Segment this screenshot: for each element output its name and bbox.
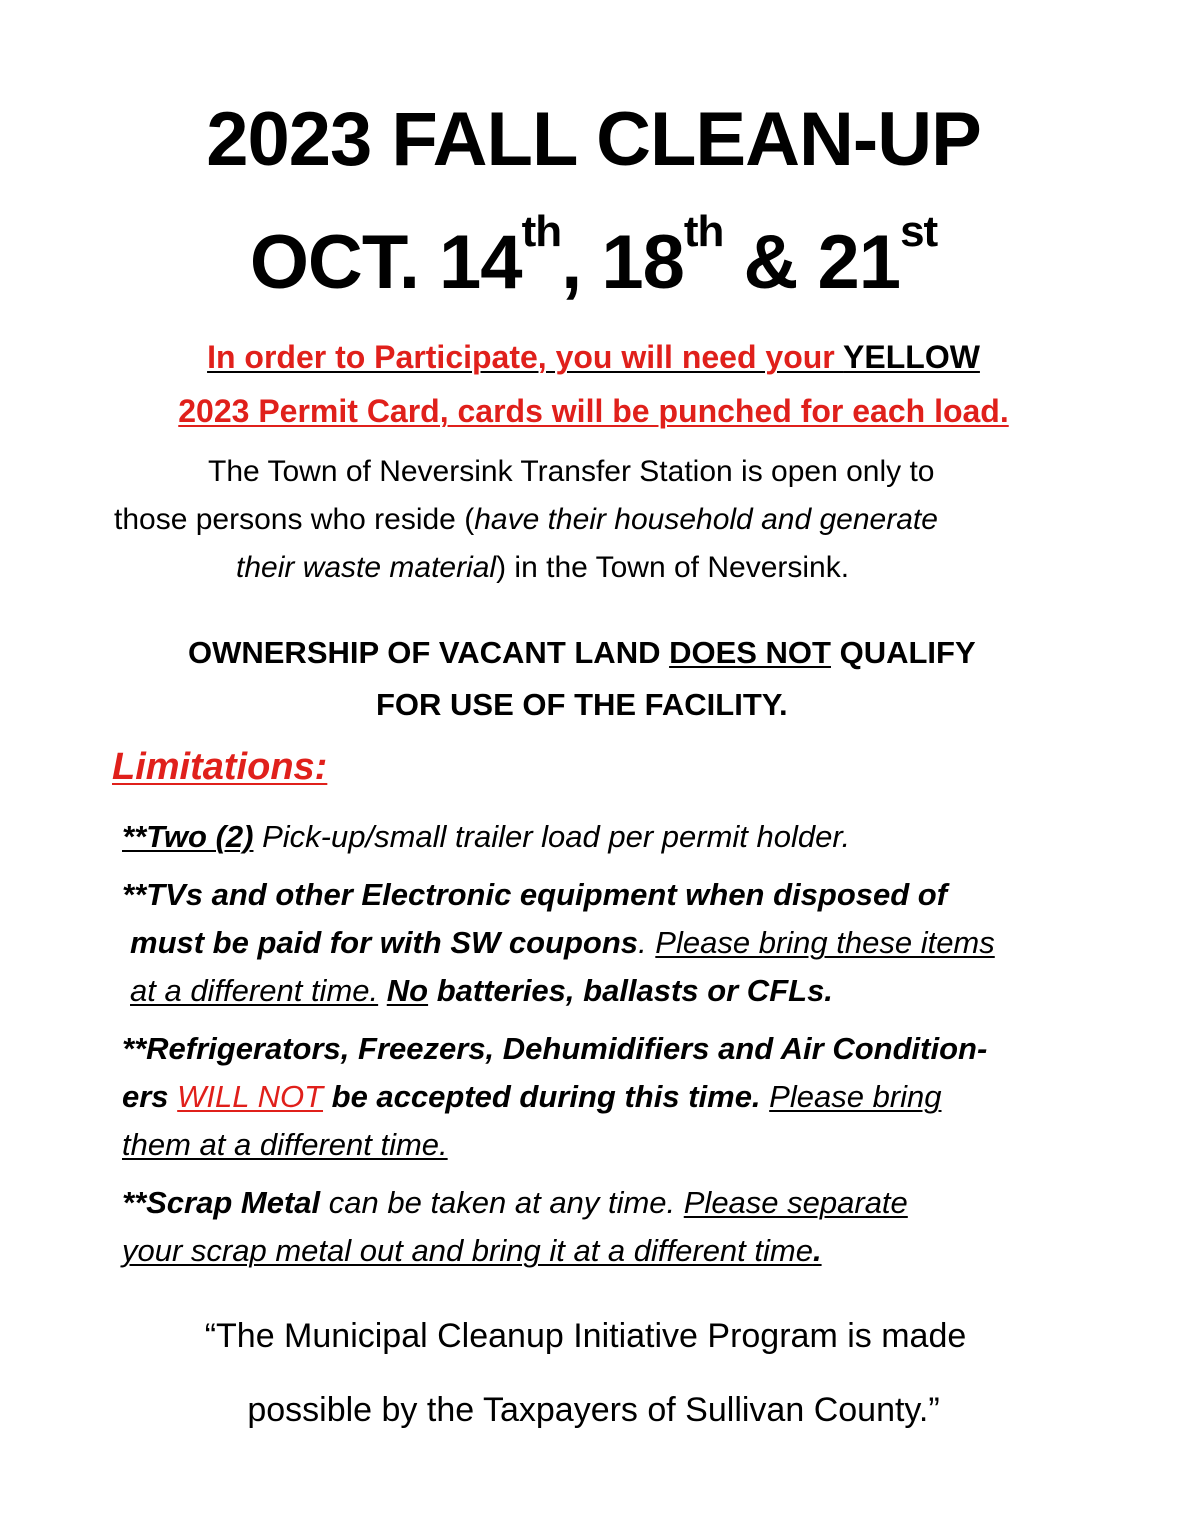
appliances-line-1: **Refrigerators, Freezers, Dehumidifiers and Air Condition-	[122, 1031, 988, 1066]
limitation-item-scrap-metal	[122, 1179, 1102, 1275]
permit-line-1	[207, 330, 980, 384]
scrap-metal-underlined-text: your scrap metal out and bring it at a different time	[122, 1233, 813, 1268]
permit-requirement-text: In order to Participate, you will need your	[207, 339, 844, 375]
scrap-metal-text: can be taken at any time.	[320, 1185, 684, 1220]
residency-line-1: The Town of Neversink Transfer Station is open only to	[208, 455, 935, 488]
residency-italic-text: have their household and generate	[474, 503, 938, 536]
scrap-metal-period: .	[812, 1233, 822, 1268]
ownership-text: QUALIFY	[830, 635, 976, 670]
ordinal-suffix: st	[900, 207, 938, 256]
ownership-notice	[0, 627, 1187, 731]
appliances-bold-text: ers	[122, 1079, 178, 1114]
spacer	[378, 973, 387, 1008]
scrap-metal-bold-text: **Scrap Metal	[122, 1185, 321, 1220]
no-emphasis: No	[386, 973, 429, 1008]
limitation-item-appliances	[122, 1025, 1102, 1169]
title-line-1: 2023 FALL CLEAN-UP	[206, 97, 981, 182]
limitation-text: Pick-up/small trailer load per permit holder.	[253, 819, 851, 854]
date-21: & 21	[723, 220, 901, 305]
spacer	[761, 1079, 770, 1114]
permit-notice	[0, 330, 1187, 438]
residency-paragraph	[100, 448, 1100, 592]
ownership-line-1	[0, 627, 1187, 679]
electronics-text: .	[638, 925, 656, 960]
electronics-bold-text: batteries, ballasts or CFLs.	[428, 973, 833, 1008]
electronics-line-1: **TVs and other Electronic equipment when disposed of	[122, 877, 948, 912]
flyer-title	[0, 95, 1187, 185]
residency-italic-text: their waste material	[236, 551, 497, 584]
electronics-bold-text: must be paid for with SW coupons	[130, 925, 639, 960]
date-18: , 18	[561, 220, 684, 305]
electronics-underlined-text: Please bring these items	[655, 925, 995, 960]
does-not-emphasis: DOES NOT	[669, 635, 831, 670]
quote-line-2: possible by the Taxpayers of Sullivan County.”	[247, 1391, 940, 1429]
limitation-item-loads	[122, 813, 1102, 861]
residency-line-2	[100, 496, 1100, 544]
residency-text: those persons who reside (	[114, 503, 475, 536]
ownership-line-2: FOR USE OF THE FACILITY.	[376, 687, 788, 722]
appliances-bold-text: be accepted during this time.	[323, 1079, 761, 1114]
will-not-emphasis: WILL NOT	[177, 1079, 324, 1114]
sponsor-quote	[0, 1299, 1187, 1447]
permit-line-2: 2023 Permit Card, cards will be punched for each load.	[178, 393, 1009, 429]
event-dates	[0, 207, 1187, 308]
quote-line-1: “The Municipal Cleanup Initiative Program is made	[204, 1317, 967, 1355]
appliances-underlined-text: Please bring	[769, 1079, 942, 1114]
limitations-heading: Limitations:	[112, 746, 328, 788]
scrap-metal-underlined-text: Please separate	[683, 1185, 908, 1220]
appliances-underlined-text: them at a different time.	[122, 1127, 448, 1162]
ordinal-suffix: th	[521, 207, 562, 256]
ownership-text: OWNERSHIP OF VACANT LAND	[188, 635, 670, 670]
limitation-item-electronics	[122, 871, 1102, 1015]
electronics-underlined-text: at a different time.	[130, 973, 379, 1008]
residency-line-3	[100, 544, 1100, 592]
yellow-word: YELLOW	[843, 339, 980, 375]
limitation-bold-text: **Two (2)	[122, 819, 254, 854]
date-oct-14: OCT. 14	[249, 220, 522, 305]
residency-text: ) in the Town of Neversink.	[496, 551, 850, 584]
ordinal-suffix: th	[683, 207, 724, 256]
